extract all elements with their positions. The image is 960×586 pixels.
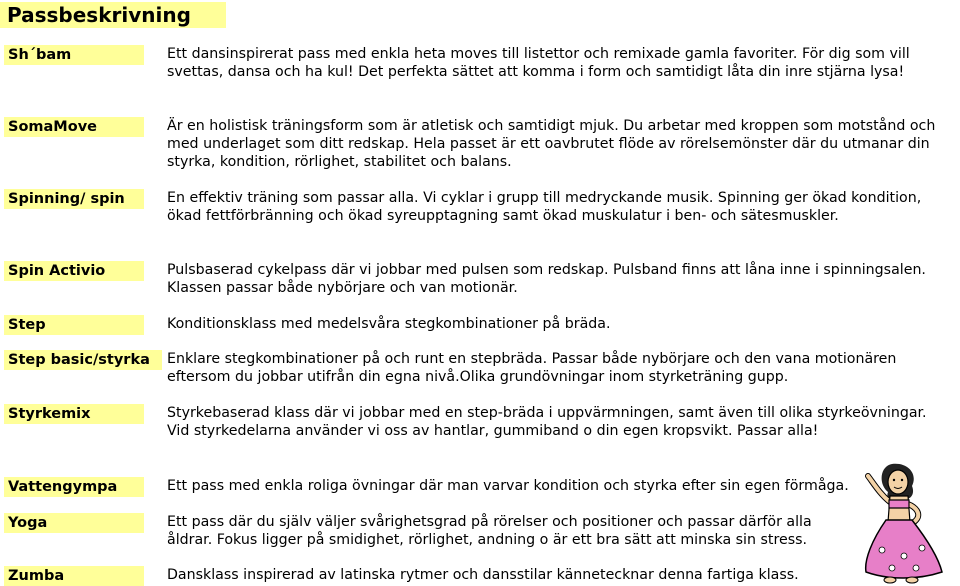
class-description-vattengympa: Ett pass med enkla roliga övningar där man varvar kondition och styrka efter sin egen förmåga. [167,478,849,494]
class-name-vattengympa: Vattengympa [4,477,144,497]
class-name-spin-activio: Spin Activio [4,261,144,281]
class-name-step: Step [4,315,144,335]
class-name-styrkemix: Styrkemix [4,404,144,424]
dancer-illustration-icon [858,460,958,586]
class-description-somamove: Är en holistisk träningsform som är atletisk och samtidigt mjuk. Du arbetar med kroppen som motstånd och med underlaget som ditt redskap. Hela passet är ett oavbrutet flöde av rörelsemönster där du utmanar din styrka, kondition, rörlighet, stabilitet och balans. [167,118,936,170]
class-description-styrkemix: Styrkebaserad klass där vi jobbar med en step-bräda i uppvärmningen, samt även till olika styrkeövningar. Vid styrkedelarna använder vi oss av hantlar, gummiband o din egen kropsvikt. Passar alla! [167,405,927,439]
class-description-yoga: Ett pass där du själv väljer svårighetsgrad på rörelser och positioner och passar därför alla åldrar. Fokus ligger på smidighet, rörlighet, andning o är ett bra sätt att minska sin stress. [167,514,812,548]
class-description-step: Konditionsklass med medelsvåra stegkombinationer på bräda. [167,316,611,332]
class-description-step-basic: Enklare stegkombinationer på och runt en stepbräda. Passar både nybörjare och den vana motionären eftersom du jobbar utifrån din egna nivå.Olika grundövningar inom styrketräning gupp. [167,351,897,385]
class-name-yoga: Yoga [4,513,144,533]
class-description-spinning: En effektiv träning som passar alla. Vi cyklar i grupp till medryckande musik. Spinning ger ökad kondition, ökad fettförbränning och ökad syreupptagning samt ökad muskulatur i ben- och sätesmuskler. [167,190,922,224]
class-name-shbam: Sh´bam [4,45,144,65]
class-name-somamove: SomaMove [4,117,144,137]
class-description-shbam: Ett dansinspirerat pass med enkla heta moves till listettor och remixade gamla favoriter. För dig som vill svettas, dansa och ha kul! Det perfekta sättet att komma i form och samtidigt låta din inre stjärna lysa! [167,46,910,80]
class-name-step-basic: Step basic/styrka [4,350,162,370]
page-title: Passbeskrivning [0,2,226,28]
class-name-zumba: Zumba [4,566,144,586]
class-description-zumba: Dansklass inspirerad av latinska rytmer och dansstilar kännetecknar denna fartiga klass. [167,567,799,583]
class-name-spinning: Spinning/ spin [4,189,144,209]
class-description-spin-activio: Pulsbaserad cykelpass där vi jobbar med pulsen som redskap. Pulsband finns att låna inne i spinningsalen. Klassen passar både nybörjare och van motionär. [167,262,926,296]
